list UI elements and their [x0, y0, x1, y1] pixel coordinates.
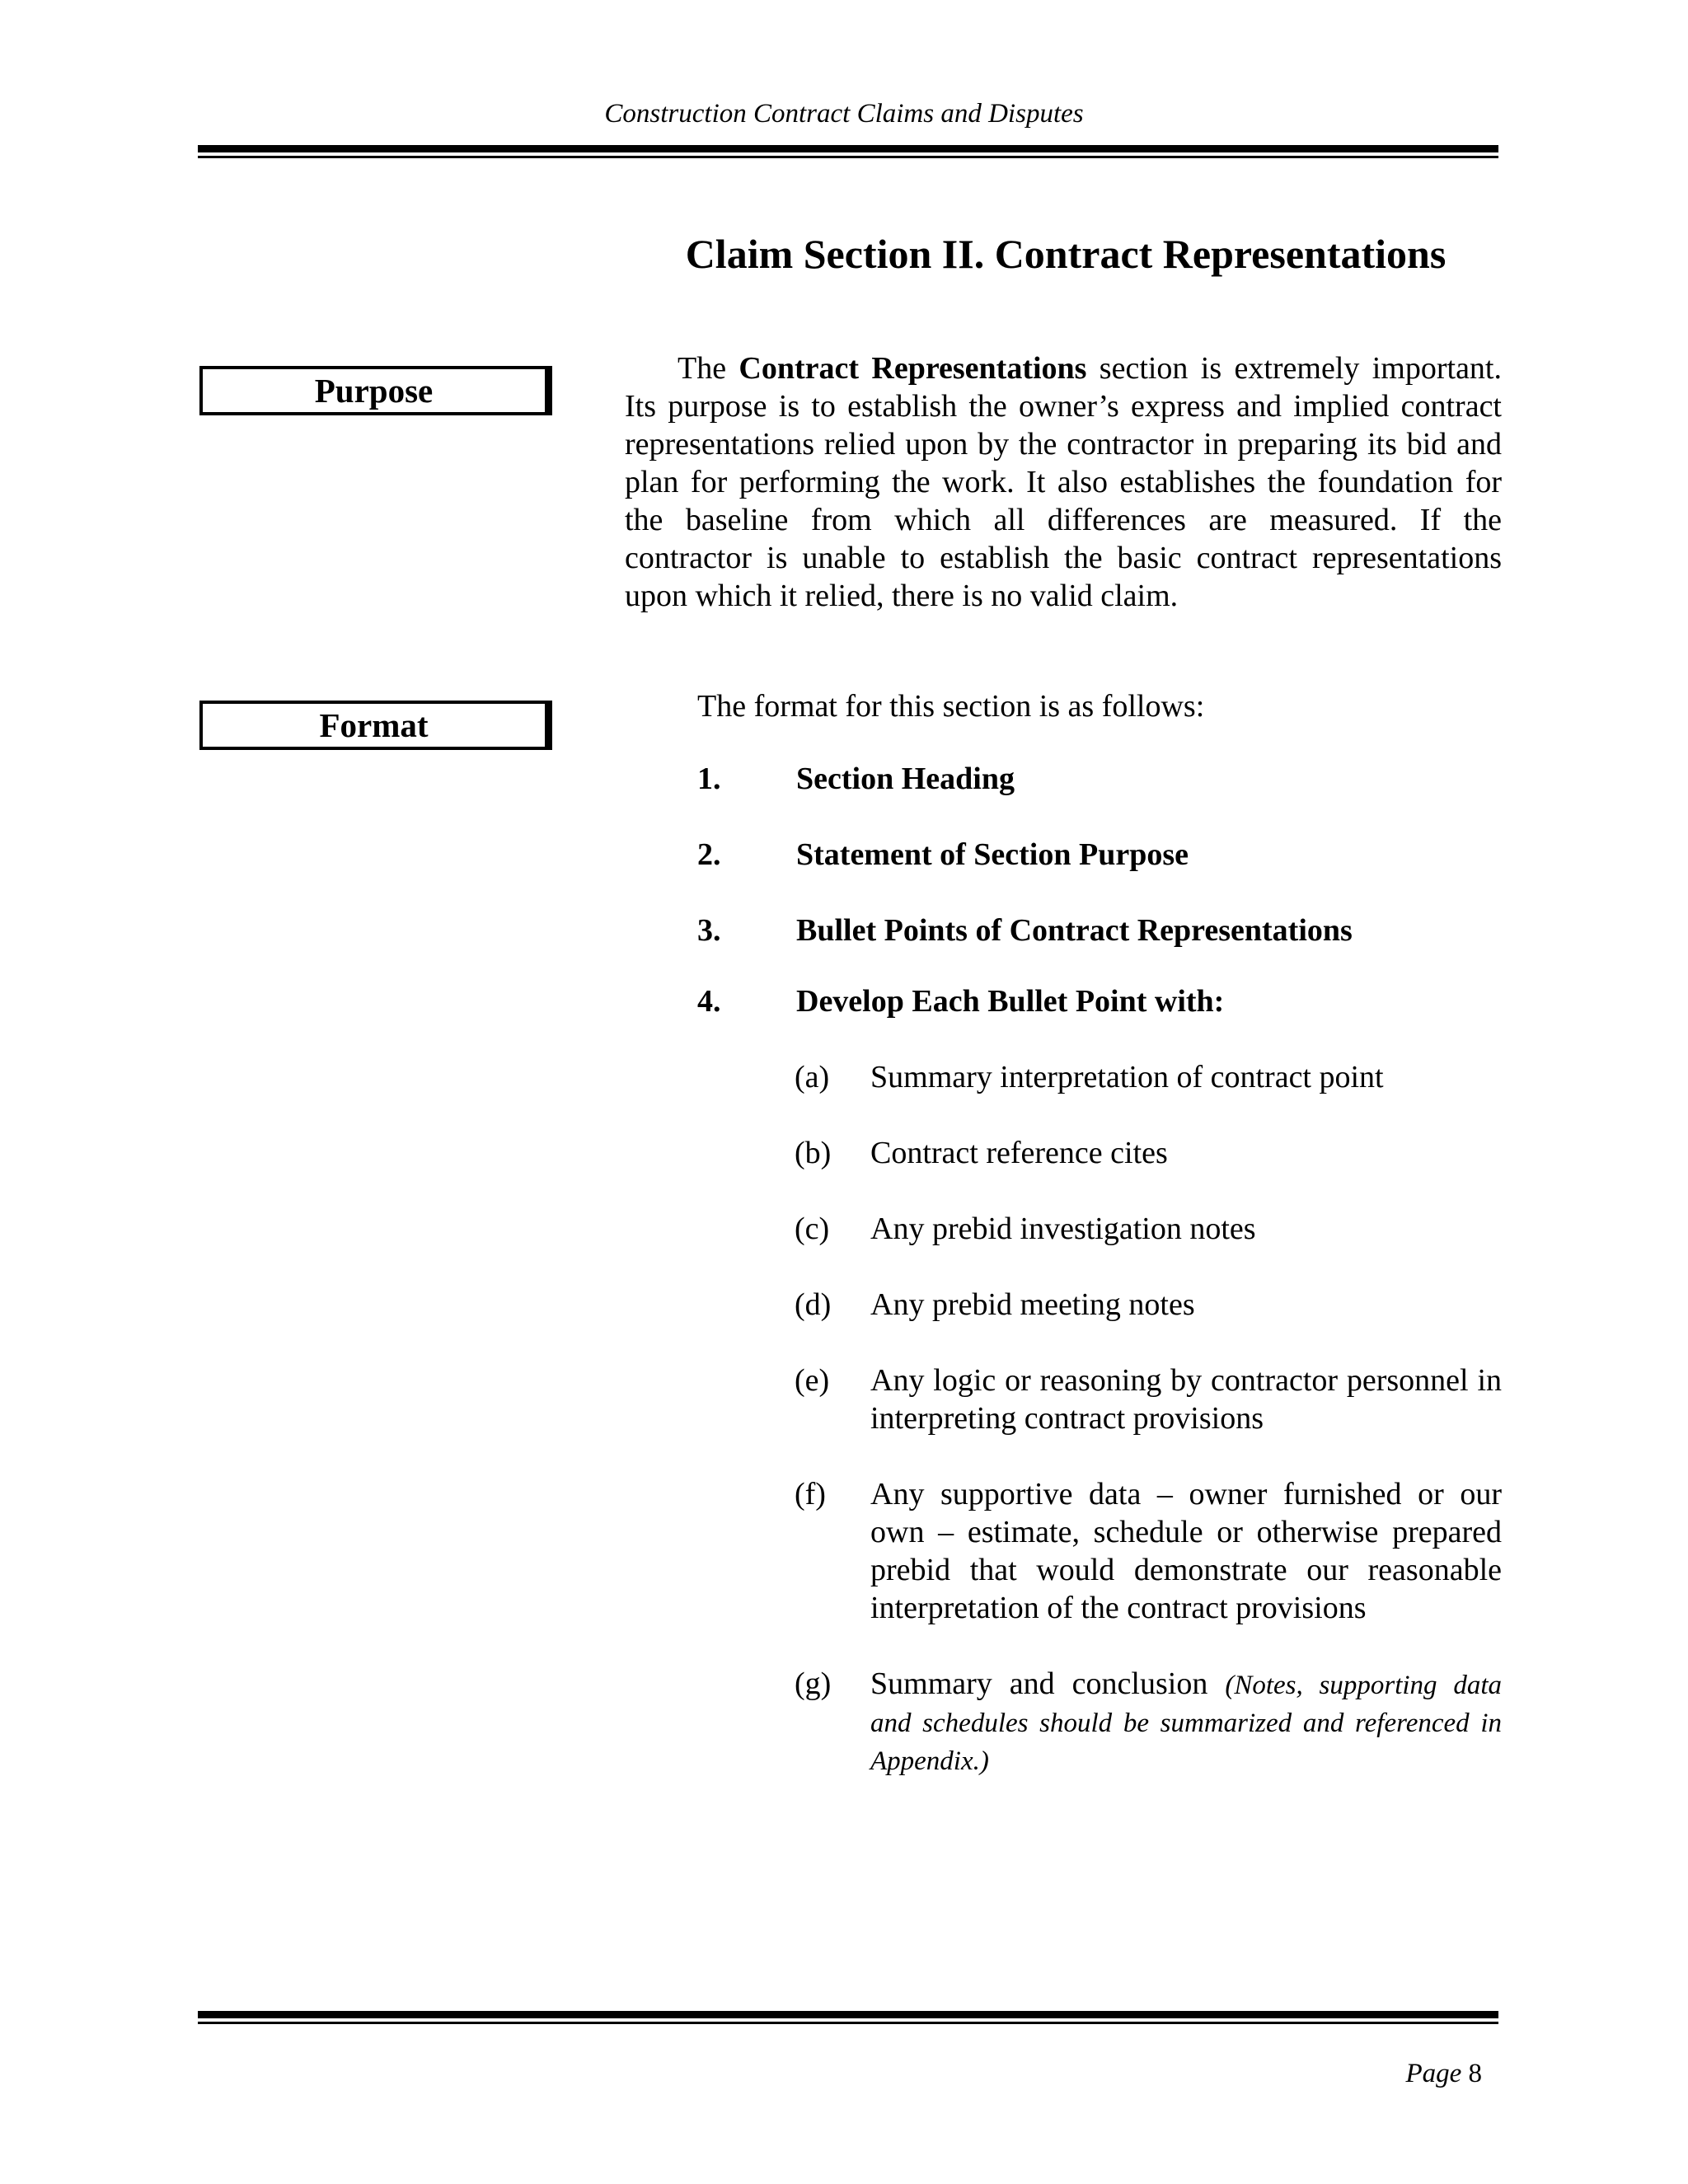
format-item-number: 3. [697, 913, 721, 948]
section-title: Claim Section II. Contract Representations [685, 231, 1447, 277]
page-number-value: 8 [1468, 2059, 1482, 2088]
format-item-number: 2. [697, 837, 721, 872]
format-item-number: 1. [697, 762, 721, 796]
format-item-text: Statement of Section Purpose [796, 837, 1189, 872]
sub-item-text: Any logic or reasoning by contractor personnel in interpreting contract provisions [870, 1363, 1502, 1436]
sub-item-g [795, 1665, 1502, 1779]
sub-item-e [795, 1361, 1502, 1437]
sub-item-letter: (c) [795, 1212, 830, 1246]
purpose-lead: The [678, 351, 727, 386]
footer-rule-thick [198, 2011, 1498, 2018]
format-item-number: 4. [697, 984, 721, 1019]
sub-item-letter: (a) [795, 1060, 830, 1094]
sub-item-text [870, 1665, 1502, 1779]
format-intro: The format for this section is as follows: [697, 689, 1205, 724]
sub-item-text: Any prebid investigation notes [870, 1212, 1256, 1246]
sub-item-letter: (d) [795, 1287, 832, 1322]
footer-rule-thin [198, 2022, 1498, 2024]
sub-item-a [795, 1058, 1502, 1096]
format-item-text: Section Heading [796, 762, 1015, 796]
sub-item-f [795, 1475, 1502, 1627]
page-number [1352, 2057, 1482, 2090]
purpose-bold-term: Contract Representations [738, 351, 1087, 386]
sub-item-g-note: (Notes, supporting data and schedules should be summarized and referenced in Appendix.) [870, 1671, 1503, 1776]
purpose-body: section is extremely important. Its purpose is to establish the owner’s express and implied contract representations relied upon by the contractor in preparing its bid and plan for performing the work. It also establishes the foundation for the baseline from which all differences are measured. If the contractor is unable to establish the basic contract representations upon which it relied, there is no valid claim. [625, 351, 1502, 613]
sub-item-d [795, 1286, 1502, 1324]
sub-item-c [795, 1210, 1502, 1248]
header-rule-thin [198, 156, 1498, 158]
sub-item-letter: (e) [795, 1363, 830, 1398]
format-item-text: Bullet Points of Contract Representations [796, 913, 1353, 948]
sub-item-text: Summary interpretation of contract point [870, 1060, 1384, 1094]
sub-item-text: Any supportive data – owner furnished or our own – estimate, schedule or otherwise prepared prebid that would demonstrate our reasonable interpretation of the contract provisions [870, 1477, 1502, 1625]
purpose-label-box: Purpose [199, 366, 552, 415]
format-item-text: Develop Each Bullet Point with: [796, 984, 1225, 1019]
sub-item-b [795, 1134, 1502, 1172]
sub-item-text: Any prebid meeting notes [870, 1287, 1195, 1322]
sub-item-letter: (b) [795, 1136, 832, 1170]
sub-item-text: Contract reference cites [870, 1136, 1168, 1170]
format-label-box: Format [199, 701, 552, 750]
sub-item-letter: (f) [795, 1477, 826, 1511]
purpose-paragraph [625, 349, 1502, 615]
sub-item-g-text: Summary and conclusion [870, 1666, 1208, 1701]
running-header: Construction Contract Claims and Disputes [604, 99, 1084, 129]
header-rule-thick [198, 145, 1498, 152]
page-word: Page [1405, 2059, 1462, 2088]
sub-item-letter: (g) [795, 1666, 832, 1701]
